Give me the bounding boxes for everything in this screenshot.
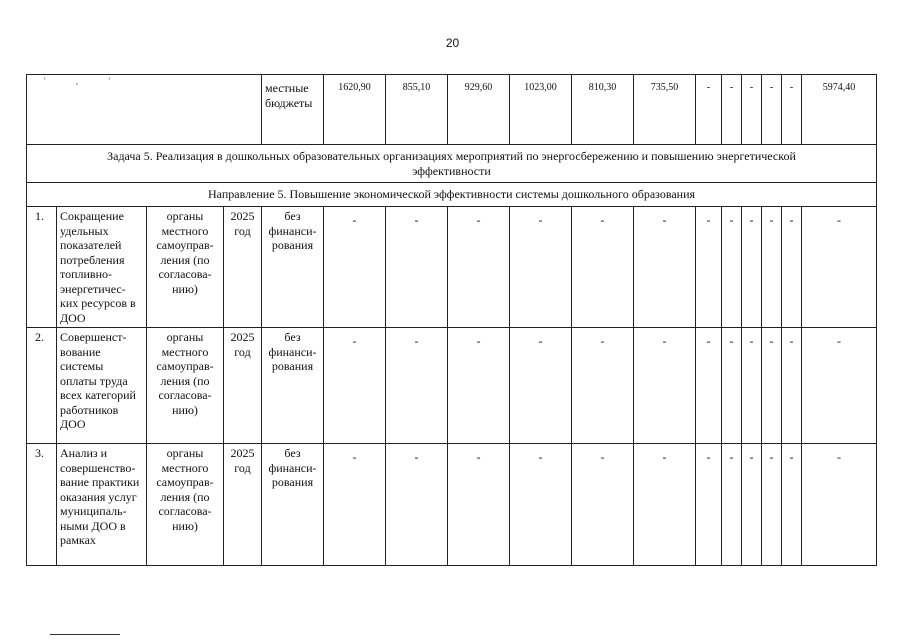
- source-cell: без финанси-рования: [262, 328, 324, 444]
- direction-title: Направление 5. Повышение экономической эффективности системы дошкольного образования: [27, 183, 877, 207]
- value-cell: 1023,00: [510, 75, 572, 145]
- value-cell: -: [696, 75, 722, 145]
- carryover-cell: [27, 75, 262, 145]
- value-cell: 855,10: [386, 75, 448, 145]
- scan-marks: ' , ': [44, 76, 124, 86]
- row-number: 2.: [27, 328, 57, 444]
- value-cell: -: [742, 75, 762, 145]
- value-cell: -: [324, 207, 386, 328]
- value-cell: -: [742, 207, 762, 328]
- total-cell: 5974,40: [802, 75, 877, 145]
- total-cell: -: [802, 328, 877, 444]
- value-cell: 810,30: [572, 75, 634, 145]
- value-cell: -: [782, 75, 802, 145]
- value-cell: -: [742, 444, 762, 566]
- value-cell: -: [722, 75, 742, 145]
- value-cell: -: [782, 328, 802, 444]
- executor-cell: органы местного самоуправ-ления (по согласова-нию): [147, 444, 224, 566]
- executor-cell: органы местного самоуправ-ления (по согласова-нию): [147, 328, 224, 444]
- value-cell: -: [572, 328, 634, 444]
- total-cell: -: [802, 207, 877, 328]
- measure-name: Сокращение удельных показателей потребления топливно-энергетичес-ких ресурсов в ДОО: [57, 207, 147, 328]
- task-row: [27, 145, 877, 183]
- value-cell: -: [448, 207, 510, 328]
- value-cell: -: [762, 444, 782, 566]
- value-cell: -: [762, 328, 782, 444]
- table-row: [27, 207, 877, 328]
- row-number: 1.: [27, 207, 57, 328]
- value-cell: -: [782, 444, 802, 566]
- row-number: 3.: [27, 444, 57, 566]
- total-cell: -: [802, 444, 877, 566]
- value-cell: -: [448, 444, 510, 566]
- value-cell: -: [510, 444, 572, 566]
- value-cell: -: [634, 207, 696, 328]
- program-table: [26, 74, 877, 566]
- value-cell: 1620,90: [324, 75, 386, 145]
- source-cell: без финанси-рования: [262, 207, 324, 328]
- value-cell: -: [510, 328, 572, 444]
- value-cell: -: [722, 207, 742, 328]
- value-cell: -: [762, 207, 782, 328]
- value-cell: -: [448, 328, 510, 444]
- value-cell: 929,60: [448, 75, 510, 145]
- value-cell: -: [634, 444, 696, 566]
- value-cell: -: [696, 444, 722, 566]
- table-row: [27, 75, 877, 145]
- value-cell: -: [386, 444, 448, 566]
- measure-name: Анализ и совершенство-вание практики оказания услуг муниципаль-ными ДОО в рамках: [57, 444, 147, 566]
- value-cell: -: [722, 444, 742, 566]
- value-cell: -: [742, 328, 762, 444]
- value-cell: -: [386, 328, 448, 444]
- funding-source-cell: местные бюджеты: [262, 75, 324, 145]
- value-cell: 735,50: [634, 75, 696, 145]
- measure-name: Совершенст-вование системы оплаты труда всех категорий работников ДОО: [57, 328, 147, 444]
- value-cell: -: [510, 207, 572, 328]
- source-cell: без финанси-рования: [262, 444, 324, 566]
- executor-cell: органы местного самоуправ-ления (по согласова-нию): [147, 207, 224, 328]
- value-cell: -: [696, 328, 722, 444]
- value-cell: -: [634, 328, 696, 444]
- page-number: 20: [445, 36, 460, 50]
- value-cell: -: [386, 207, 448, 328]
- value-cell: -: [324, 444, 386, 566]
- year-cell: 2025 год: [224, 444, 262, 566]
- value-cell: -: [572, 207, 634, 328]
- footnote-divider: [50, 634, 120, 635]
- value-cell: -: [324, 328, 386, 444]
- table-row: [27, 328, 877, 444]
- value-cell: -: [722, 328, 742, 444]
- table-row: [27, 444, 877, 566]
- year-cell: 2025 год: [224, 207, 262, 328]
- direction-row: [27, 183, 877, 207]
- value-cell: -: [572, 444, 634, 566]
- value-cell: -: [762, 75, 782, 145]
- task-title: Задача 5. Реализация в дошкольных образовательных организациях мероприятий по энергосбережению и повышению энергетической эффективности: [27, 145, 877, 183]
- value-cell: -: [782, 207, 802, 328]
- year-cell: 2025 год: [224, 328, 262, 444]
- value-cell: -: [696, 207, 722, 328]
